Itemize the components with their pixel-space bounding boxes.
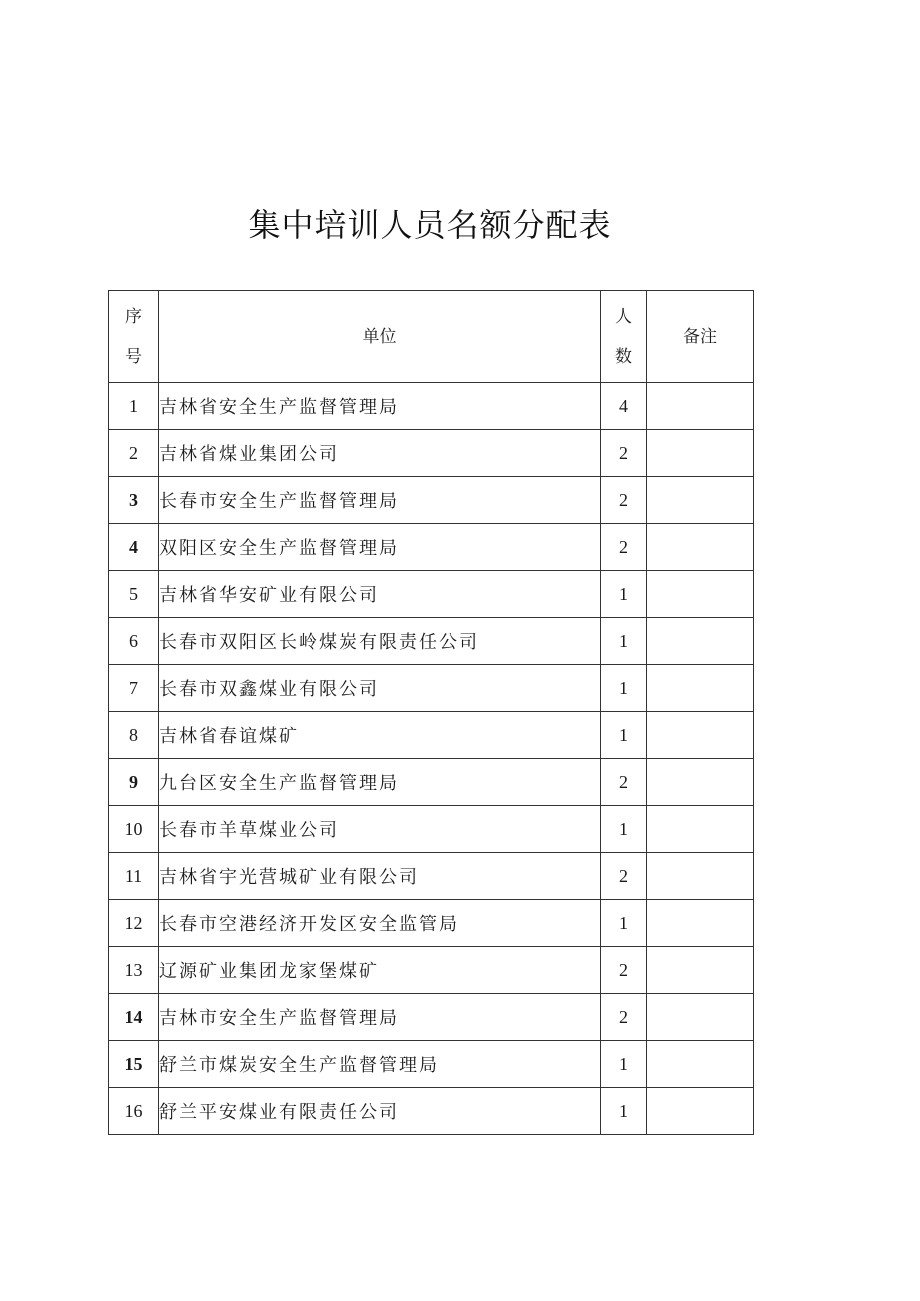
row-note — [647, 712, 754, 759]
row-unit-name: 吉林省春谊煤矿 — [159, 712, 601, 759]
row-serial-number: 11 — [109, 853, 159, 900]
row-serial-number: 14 — [109, 994, 159, 1041]
row-headcount: 1 — [601, 618, 647, 665]
row-serial-number: 16 — [109, 1088, 159, 1135]
row-unit-name: 九台区安全生产监督管理局 — [159, 759, 601, 806]
table-row — [109, 947, 754, 994]
table-row — [109, 900, 754, 947]
row-serial-number: 6 — [109, 618, 159, 665]
row-serial-number: 13 — [109, 947, 159, 994]
table-row — [109, 524, 754, 571]
table-row — [109, 618, 754, 665]
row-note — [647, 759, 754, 806]
row-note — [647, 947, 754, 994]
header-serial-top: 序 — [125, 306, 142, 327]
table-row — [109, 383, 754, 430]
row-unit-name: 舒兰平安煤业有限责任公司 — [159, 1088, 601, 1135]
row-serial-number: 10 — [109, 806, 159, 853]
row-unit-name: 长春市双鑫煤业有限公司 — [159, 665, 601, 712]
header-count-top: 人 — [615, 306, 632, 327]
row-unit-name: 长春市羊草煤业公司 — [159, 806, 601, 853]
row-note — [647, 618, 754, 665]
row-note — [647, 430, 754, 477]
row-headcount: 1 — [601, 1041, 647, 1088]
row-note — [647, 524, 754, 571]
row-headcount: 1 — [601, 712, 647, 759]
row-unit-name: 长春市空港经济开发区安全监管局 — [159, 900, 601, 947]
row-headcount: 1 — [601, 1088, 647, 1135]
header-serial-bottom: 号 — [125, 346, 142, 367]
row-serial-number: 15 — [109, 1041, 159, 1088]
table-row — [109, 806, 754, 853]
document-title: 集中培训人员名额分配表 — [248, 206, 612, 244]
table-row — [109, 1041, 754, 1088]
row-serial-number: 5 — [109, 571, 159, 618]
header-serial-number — [109, 291, 159, 383]
row-unit-name: 双阳区安全生产监督管理局 — [159, 524, 601, 571]
row-headcount: 1 — [601, 571, 647, 618]
table-row — [109, 571, 754, 618]
row-unit-name: 长春市双阳区长岭煤炭有限责任公司 — [159, 618, 601, 665]
row-serial-number: 9 — [109, 759, 159, 806]
row-headcount: 2 — [601, 430, 647, 477]
table-row — [109, 1088, 754, 1135]
row-note — [647, 1041, 754, 1088]
row-note — [647, 665, 754, 712]
row-note — [647, 383, 754, 430]
row-serial-number: 3 — [109, 477, 159, 524]
row-unit-name: 吉林市安全生产监督管理局 — [159, 994, 601, 1041]
row-serial-number: 4 — [109, 524, 159, 571]
row-serial-number: 2 — [109, 430, 159, 477]
header-count — [601, 291, 647, 383]
table-row — [109, 665, 754, 712]
header-unit: 单位 — [159, 291, 601, 383]
row-unit-name: 长春市安全生产监督管理局 — [159, 477, 601, 524]
row-note — [647, 1088, 754, 1135]
row-unit-name: 吉林省安全生产监督管理局 — [159, 383, 601, 430]
row-note — [647, 806, 754, 853]
row-headcount: 2 — [601, 524, 647, 571]
table-row — [109, 994, 754, 1041]
row-unit-name: 辽源矿业集团龙家堡煤矿 — [159, 947, 601, 994]
table-row — [109, 477, 754, 524]
row-headcount: 2 — [601, 477, 647, 524]
row-note — [647, 900, 754, 947]
table-body — [109, 383, 754, 1135]
row-headcount: 2 — [601, 947, 647, 994]
row-headcount: 1 — [601, 665, 647, 712]
row-headcount: 2 — [601, 853, 647, 900]
row-serial-number: 8 — [109, 712, 159, 759]
row-serial-number: 12 — [109, 900, 159, 947]
row-headcount: 1 — [601, 806, 647, 853]
row-note — [647, 994, 754, 1041]
row-unit-name: 吉林省宇光营城矿业有限公司 — [159, 853, 601, 900]
table-header-row — [109, 291, 754, 383]
table-row — [109, 430, 754, 477]
row-unit-name: 舒兰市煤炭安全生产监督管理局 — [159, 1041, 601, 1088]
header-note: 备注 — [647, 291, 754, 383]
row-note — [647, 853, 754, 900]
row-unit-name: 吉林省煤业集团公司 — [159, 430, 601, 477]
table-row — [109, 759, 754, 806]
row-serial-number: 7 — [109, 665, 159, 712]
row-headcount: 4 — [601, 383, 647, 430]
row-headcount: 2 — [601, 994, 647, 1041]
header-count-bottom: 数 — [615, 346, 632, 367]
row-serial-number: 1 — [109, 383, 159, 430]
table-row — [109, 712, 754, 759]
row-note — [647, 571, 754, 618]
table-row — [109, 853, 754, 900]
row-note — [647, 477, 754, 524]
row-headcount: 2 — [601, 759, 647, 806]
row-unit-name: 吉林省华安矿业有限公司 — [159, 571, 601, 618]
row-headcount: 1 — [601, 900, 647, 947]
allocation-table — [108, 290, 754, 1135]
